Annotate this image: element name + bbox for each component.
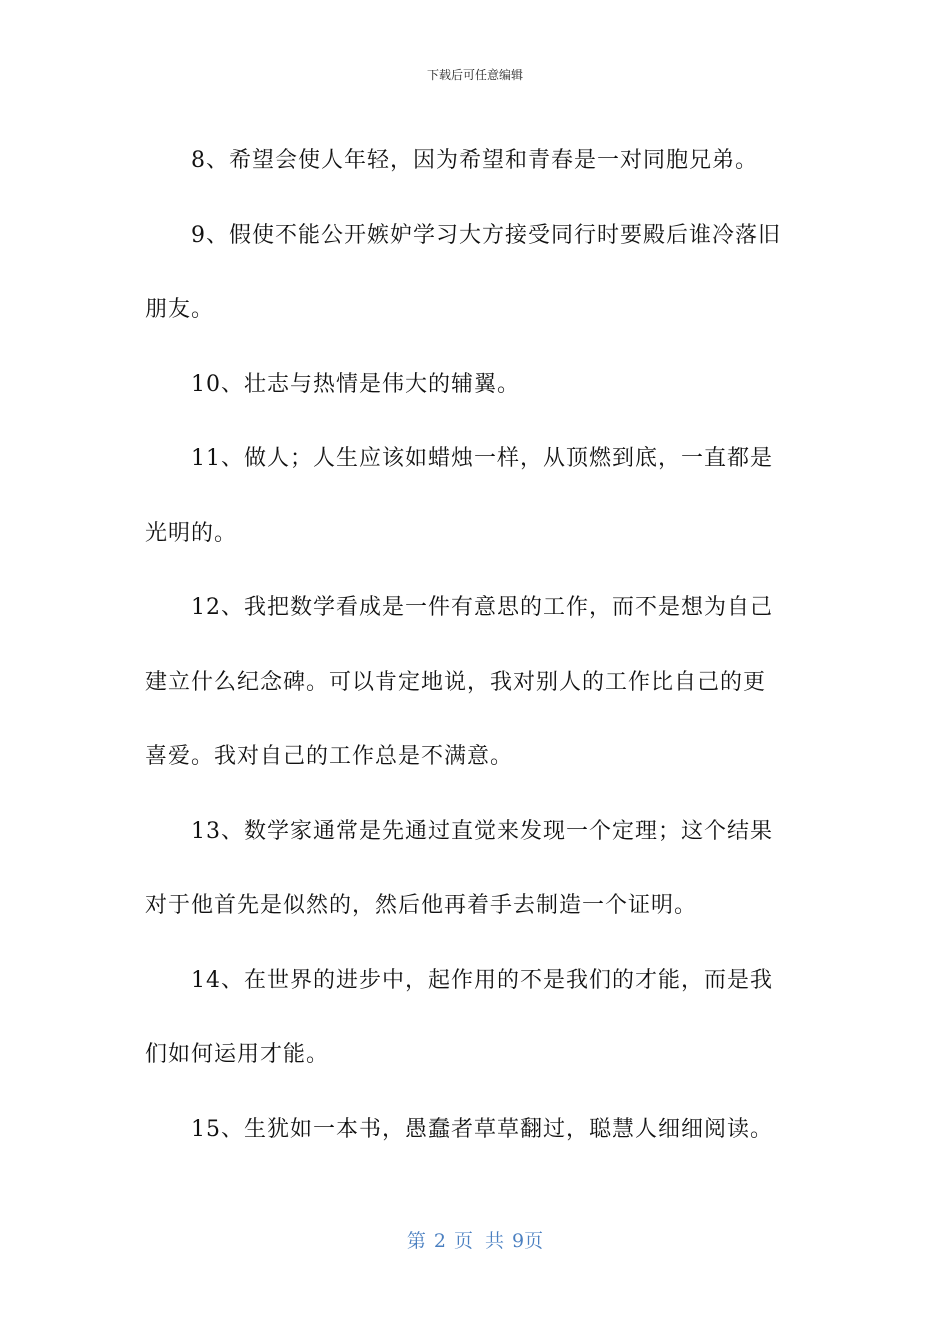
paragraph-line: 13、数学家通常是先通过直觉来发现一个定理；这个结果 bbox=[191, 818, 773, 844]
paragraph-13 bbox=[145, 795, 805, 944]
footer-page-label: 第 bbox=[406, 1230, 426, 1252]
paragraph-line: 朋友。 bbox=[145, 297, 215, 322]
footer-current-page: 2 bbox=[433, 1230, 446, 1252]
paragraph-9 bbox=[145, 199, 805, 348]
paragraph-line: 14、在世界的进步中，起作用的不是我们的才能，而是我 bbox=[191, 967, 773, 993]
paragraph-14 bbox=[145, 944, 805, 1093]
paragraph-line: 9、假使不能公开嫉妒学习大方接受同行时要殿后谁冷落旧 bbox=[191, 222, 781, 248]
paragraph-line: 喜爱。我对自己的工作总是不满意。 bbox=[145, 744, 514, 769]
document-body bbox=[145, 124, 805, 1167]
paragraph-10 bbox=[145, 348, 805, 423]
page-header: 下载后可任意编辑 bbox=[426, 68, 523, 82]
paragraph-line: 8、希望会使人年轻，因为希望和青春是一对同胞兄弟。 bbox=[191, 148, 758, 173]
paragraph-line: 建立什么纪念碑。可以肯定地说，我对别人的工作比自己的更 bbox=[145, 669, 767, 695]
paragraph-line: 11、做人；人生应该如蜡烛一样，从顶燃到底，一直都是 bbox=[191, 446, 773, 471]
paragraph-8 bbox=[145, 124, 805, 199]
paragraph-12 bbox=[145, 571, 805, 795]
paragraph-11 bbox=[145, 422, 805, 571]
paragraph-15 bbox=[145, 1093, 805, 1168]
paragraph-line: 10、壮志与热情是伟大的辅翼。 bbox=[191, 371, 520, 397]
footer-of-label: 页 共 bbox=[453, 1230, 505, 1252]
paragraph-line: 对于他首先是似然的，然后他再着手去制造一个证明。 bbox=[145, 893, 698, 918]
paragraph-line: 们如何运用才能。 bbox=[145, 1042, 330, 1067]
page-footer bbox=[0, 1226, 950, 1253]
paragraph-line: 15、生犹如一本书，愚蠢者草草翻过，聪慧人细细阅读。 bbox=[191, 1116, 773, 1142]
paragraph-line: 光明的。 bbox=[145, 520, 238, 546]
paragraph-line: 12、我把数学看成是一件有意思的工作，而不是想为自己 bbox=[191, 595, 773, 620]
footer-total-pages: 9页 bbox=[512, 1230, 544, 1252]
